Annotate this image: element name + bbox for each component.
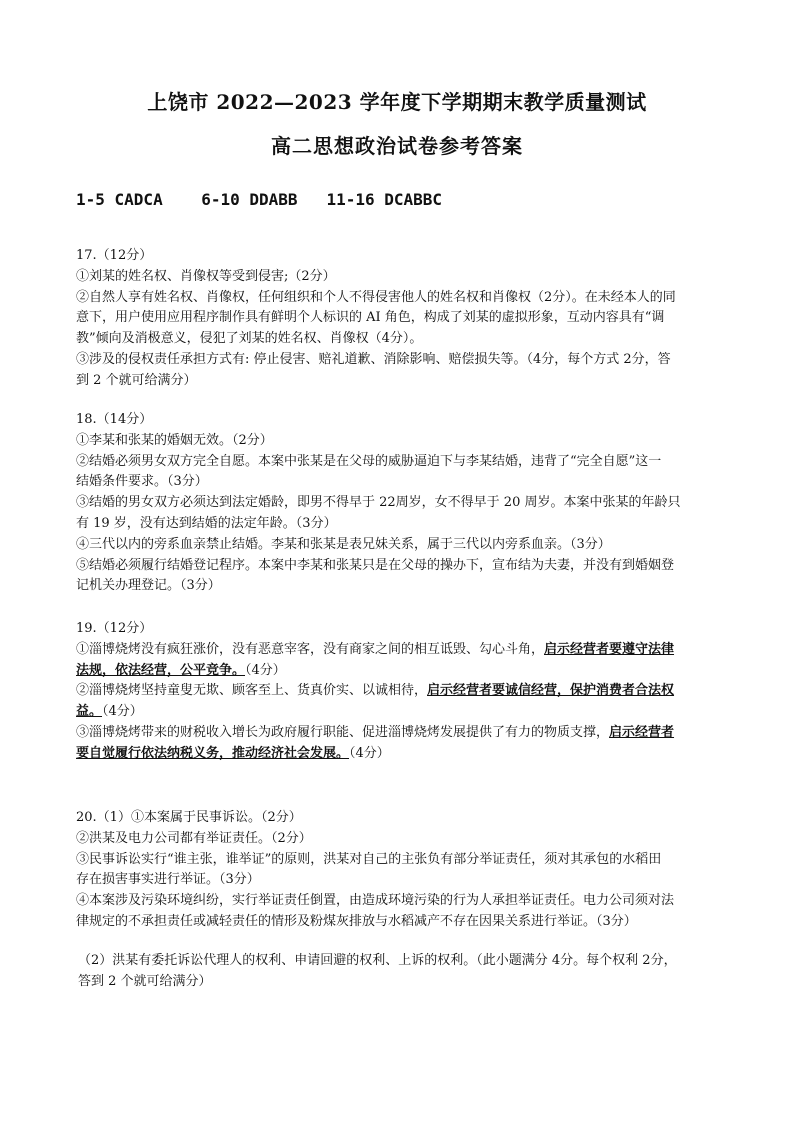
answer-line [76, 681, 726, 702]
key-point: 启示经营者要遵守法律 [544, 641, 675, 657]
answer-line: 答到 2 个就可给满分） [78, 973, 212, 989]
answer-text: ③淄博烧烤带来的财税收入增长为政府履行职能、促进淄博烧烤发展提供了有力的物质支撑， [76, 724, 610, 740]
answer-line: 有 19 岁，没有达到结婚的法定年龄。（3分） [76, 515, 337, 531]
answer-line: ①刘某的姓名权、肖像权等受到侵害;（2分） [76, 268, 336, 284]
key-point: 启示经营者要诚信经营，保护消费者合法权 [427, 683, 675, 699]
question-heading: 17.（12分） [76, 248, 153, 263]
answer-line [76, 744, 726, 765]
answer-line: 记机关办理登记。（3分） [76, 578, 221, 594]
score-note: （4分） [102, 704, 143, 720]
key-point: 启示经营者 [609, 724, 675, 740]
answer-line: ③涉及的侵权责任承担方式有: 停止侵害、赔礼道歉、消除影响、赔偿损失等。（4分，每个方式 2分，答 [76, 351, 671, 367]
answer-line: ②洪某及电力公司都有举证责任。（2分） [76, 830, 312, 846]
answer-line: ②结婚必须男女双方完全自愿。本案中张某是在父母的威胁逼迫下与李某结婚，违背了“完全自愿”这一 [76, 453, 662, 469]
answer-line: ④三代以内的旁系血亲禁止结婚。李某和张某是表兄妹关系，属于三代以内旁系血亲。（3分） [76, 536, 611, 552]
question-heading: 18.（14分） [76, 412, 153, 427]
answer-text: ②淄博烧烤坚持童叟无欺、顾客至上、货真价实、以诚相待， [76, 683, 428, 699]
question-18 [76, 410, 726, 597]
question-19 [76, 619, 726, 765]
answer-line: 教”倾向及消极意义，侵犯了刘某的姓名权、肖像权（4分）。 [76, 331, 423, 347]
answer-line: （2）洪某有委托诉讼代理人的权利、申请回避的权利、上诉的权利。（此小题满分 4分。每个权利 2分， [78, 953, 677, 968]
key-point: 益。 [76, 704, 103, 720]
answer-line: ①李某和张某的婚姻无效。（2分） [76, 432, 273, 448]
answer-line: 20.（1）①本案属于民事诉讼。（2分） [76, 810, 302, 825]
score-note: （4分） [245, 662, 286, 678]
question-17 [76, 246, 726, 392]
exam-subtitle: 高二思想政治试卷参考答案 [271, 134, 523, 158]
answer-line [76, 702, 726, 723]
answer-line: ③结婚的男女双方必须达到法定婚龄，即男不得早于 22周岁，女不得早于 20 周岁。本案中张某的年龄只 [76, 495, 681, 511]
question-20-part-1 [76, 808, 726, 933]
answer-line: ⑤结婚必须履行结婚登记程序。本案中李某和张某只是在父母的操办下，宣布结为夫妻，并没有到婚姻登 [76, 557, 675, 573]
question-20-part-2 [78, 951, 728, 993]
answer-line: 律规定的不承担责任或减轻责任的情形及粉煤灰排放与水稻减产不存在因果关系进行举证。（3分） [76, 913, 637, 929]
answer-text: ①淄博烧烤没有疯狂涨价，没有恶意宰客，没有商家之间的相互诋毁、勾心斗角， [76, 641, 545, 657]
answer-line: ③民事诉讼实行“谁主张，谁举证”的原则，洪某对自己的主张负有部分举证责任，须对其承包的水稻田 [76, 851, 662, 867]
exam-title: 上饶市 2022—2023 学年度下学期期末教学质量测试 [147, 90, 647, 114]
answer-line [76, 640, 726, 661]
key-point: 法规，依法经营，公平竞争。 [76, 662, 246, 678]
answer-line: ④本案涉及污染环境纠纷，实行举证责任倒置，由造成环境污染的行为人承担举证责任。电力公司须对法 [76, 893, 675, 909]
answer-line [76, 661, 726, 682]
answer-line: 意下，用户使用应用程序制作具有鲜明个人标识的 AI 角色，构成了刘某的虚拟形象，互动内容具有“调 [76, 310, 665, 326]
score-note: （4分） [349, 745, 390, 761]
answer-line: 存在损害事实进行举证。（3分） [76, 872, 260, 888]
choice-answers: 1-5 CADCA 6-10 DDABB 11-16 DCABBC [76, 190, 443, 209]
answer-line: 结婚条件要求。（3分） [76, 474, 208, 490]
answer-line: 到 2 个就可给满分） [76, 372, 197, 388]
answer-line: ②自然人享有姓名权、肖像权，任何组织和个人不得侵害他人的姓名权和肖像权（2分）。在未经本人的同 [76, 289, 676, 305]
answer-line [76, 723, 726, 744]
key-point: 要自觉履行依法纳税义务，推动经济社会发展。 [76, 745, 350, 761]
question-heading: 19.（12分） [76, 621, 153, 636]
